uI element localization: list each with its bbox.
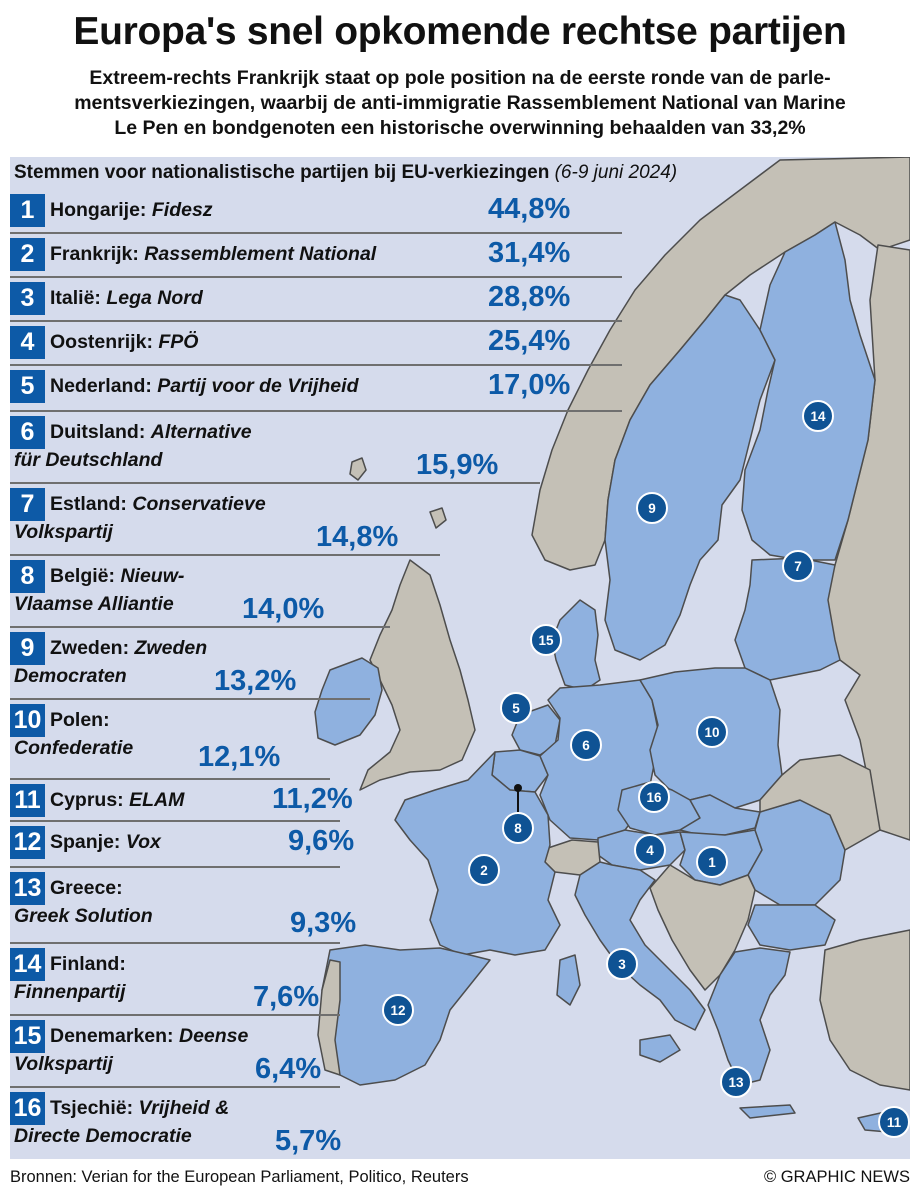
map-marker-label: 5 bbox=[512, 701, 520, 716]
party-name: Rassemblement National bbox=[144, 243, 377, 265]
map-marker-label: 3 bbox=[618, 957, 626, 972]
rank-badge: 6 bbox=[10, 416, 45, 449]
party-name-line-2: Volkspartij bbox=[14, 521, 113, 543]
percentage-value: 17,0% bbox=[488, 369, 571, 401]
map-marker-label: 12 bbox=[390, 1003, 406, 1018]
row-line-1 bbox=[50, 563, 184, 590]
ranking-row bbox=[10, 322, 910, 366]
ranking-row bbox=[10, 366, 910, 412]
map-marker-label: 13 bbox=[728, 1075, 744, 1090]
subtitle-line: Extreem-rechts Frankrijk staat op pole position na de eerste ronde van de parle- bbox=[89, 67, 831, 89]
ranking-row bbox=[10, 412, 910, 484]
party-name-line-2: für Deutschland bbox=[14, 449, 163, 471]
rank-badge: 13 bbox=[10, 872, 45, 905]
party-name-line-2: Finnenpartij bbox=[14, 981, 126, 1003]
ranking-row bbox=[10, 822, 910, 868]
map-marker-label: 10 bbox=[704, 725, 720, 740]
party-name: Deense bbox=[178, 1025, 249, 1047]
row-line-1 bbox=[50, 951, 126, 978]
rank-badge: 7 bbox=[10, 488, 45, 521]
percentage-value: 15,9% bbox=[416, 449, 499, 481]
row-line-1 bbox=[50, 285, 203, 312]
percentage-value: 7,6% bbox=[253, 981, 320, 1013]
party-name-line-2: Confederatie bbox=[14, 737, 134, 759]
party-name-line-2: Volkspartij bbox=[14, 1053, 113, 1075]
footer-sources: Bronnen: Verian for the European Parliament, Politico, Reuters bbox=[10, 1168, 469, 1186]
footer-credit: © GRAPHIC NEWS bbox=[763, 1168, 910, 1186]
percentage-value: 25,4% bbox=[488, 325, 571, 357]
party-name: Zweden bbox=[134, 637, 208, 659]
percentage-value: 13,2% bbox=[214, 665, 297, 697]
rank-badge: 14 bbox=[10, 948, 45, 981]
ranking-row bbox=[10, 278, 910, 322]
map-marker-label: 16 bbox=[646, 790, 662, 805]
row-line-1 bbox=[50, 787, 184, 814]
country-name: Polen: bbox=[50, 709, 110, 731]
ranking-row bbox=[10, 700, 910, 780]
percentage-value: 11,2% bbox=[272, 783, 353, 815]
percentage-value: 6,4% bbox=[255, 1053, 322, 1085]
row-line-1 bbox=[50, 635, 207, 662]
ranking-row bbox=[10, 944, 910, 1016]
percentage-value: 14,0% bbox=[242, 593, 325, 625]
rank-badge: 4 bbox=[10, 326, 45, 359]
map-marker-label: 9 bbox=[648, 501, 656, 516]
country-name: Denemarken: bbox=[50, 1025, 174, 1047]
rank-badge: 10 bbox=[10, 704, 45, 737]
rank-badge: 3 bbox=[10, 282, 45, 315]
country-name: Tsjechië: bbox=[50, 1097, 134, 1119]
row-line-1 bbox=[50, 1095, 229, 1122]
map-marker-label: 15 bbox=[538, 633, 554, 648]
country-name: Nederland: bbox=[50, 375, 152, 397]
subtitle-line: mentsverkiezingen, waarbij de anti-immigratie Rassemblement National van Marine bbox=[74, 92, 846, 114]
country-name: Greece: bbox=[50, 877, 123, 899]
party-name-line-2: Democraten bbox=[14, 665, 127, 687]
row-line-1 bbox=[50, 875, 123, 902]
map-marker-label: 6 bbox=[582, 738, 590, 753]
party-name: FPÖ bbox=[158, 331, 199, 353]
country-name: Cyprus: bbox=[50, 789, 124, 811]
ranking-row bbox=[10, 868, 910, 944]
rank-badge: 11 bbox=[10, 784, 45, 817]
percentage-value: 9,3% bbox=[290, 907, 357, 939]
percentage-value: 12,1% bbox=[198, 741, 281, 773]
country-name: Finland: bbox=[50, 953, 126, 975]
rank-badge: 2 bbox=[10, 238, 45, 271]
row-line-1 bbox=[50, 419, 252, 446]
party-name-line-2: Directe Democratie bbox=[14, 1125, 192, 1147]
country-name: Italië: bbox=[50, 287, 101, 309]
party-name: Nieuw- bbox=[120, 565, 185, 587]
percentage-value: 44,8% bbox=[488, 193, 571, 225]
percentage-value: 5,7% bbox=[275, 1125, 342, 1157]
country-name: Estland: bbox=[50, 493, 127, 515]
rank-badge: 9 bbox=[10, 632, 45, 665]
party-name: Vrijheid & bbox=[138, 1097, 230, 1119]
legend-heading bbox=[14, 162, 677, 184]
country-name: Frankrijk: bbox=[50, 243, 139, 265]
row-line-1 bbox=[50, 373, 358, 400]
row-line-1 bbox=[50, 241, 376, 268]
row-line-1 bbox=[50, 197, 213, 224]
map-marker-label: 2 bbox=[480, 863, 488, 878]
map-marker-label: 7 bbox=[794, 559, 802, 574]
rank-badge: 5 bbox=[10, 370, 45, 403]
ranking-row bbox=[10, 234, 910, 278]
country-name: Zweden: bbox=[50, 637, 130, 659]
country-name: Duitsland: bbox=[50, 421, 146, 443]
percentage-value: 31,4% bbox=[488, 237, 571, 269]
row-line-1 bbox=[50, 829, 161, 856]
map-marker-label: 1 bbox=[708, 855, 716, 870]
party-name: Alternative bbox=[150, 421, 252, 443]
legend-date: (6-9 juni 2024) bbox=[554, 162, 678, 183]
subtitle-line: Le Pen en bondgenoten een historische overwinning behaalden van 33,2% bbox=[114, 117, 806, 139]
page-title: Europa's snel opkomende rechtse partijen bbox=[73, 10, 847, 53]
ranking-row bbox=[10, 190, 910, 234]
row-line-1 bbox=[50, 1023, 248, 1050]
party-name-line-2: Vlaamse Alliantie bbox=[14, 593, 174, 615]
rank-badge: 1 bbox=[10, 194, 45, 227]
ranking-row bbox=[10, 484, 910, 556]
country-name: België: bbox=[50, 565, 116, 587]
legend-heading-text: Stemmen voor nationalistische partijen bij EU-verkiezingen bbox=[14, 162, 550, 183]
map-marker-label: 4 bbox=[646, 843, 654, 858]
row-line-1 bbox=[50, 491, 266, 518]
ranking-row bbox=[10, 556, 910, 628]
country-name: Hongarije: bbox=[50, 199, 147, 221]
row-line-1 bbox=[50, 707, 110, 734]
rank-badge: 12 bbox=[10, 826, 45, 859]
subtitle bbox=[10, 66, 910, 141]
percentage-value: 28,8% bbox=[488, 281, 571, 313]
ranking-row bbox=[10, 628, 910, 700]
ranking-row bbox=[10, 1088, 910, 1160]
party-name: Conservatieve bbox=[132, 493, 266, 515]
party-name: Vox bbox=[125, 831, 161, 853]
map-marker-label: 8 bbox=[514, 821, 522, 836]
party-name: Lega Nord bbox=[106, 287, 203, 309]
map-marker-label: 11 bbox=[886, 1115, 902, 1130]
map-marker-label: 14 bbox=[810, 409, 826, 424]
party-name-line-2: Greek Solution bbox=[14, 905, 153, 927]
country-name: Spanje: bbox=[50, 831, 121, 853]
ranking-row bbox=[10, 780, 910, 822]
row-line-1 bbox=[50, 329, 198, 356]
country-name: Oostenrijk: bbox=[50, 331, 153, 353]
rank-badge: 15 bbox=[10, 1020, 45, 1053]
rank-badge: 8 bbox=[10, 560, 45, 593]
rank-badge: 16 bbox=[10, 1092, 45, 1125]
party-name: Partij voor de Vrijheid bbox=[157, 375, 359, 397]
ranking-row bbox=[10, 1016, 910, 1088]
party-name: Fidesz bbox=[151, 199, 213, 221]
percentage-value: 14,8% bbox=[316, 521, 399, 553]
party-name: ELAM bbox=[129, 789, 185, 811]
percentage-value: 9,6% bbox=[288, 825, 355, 857]
